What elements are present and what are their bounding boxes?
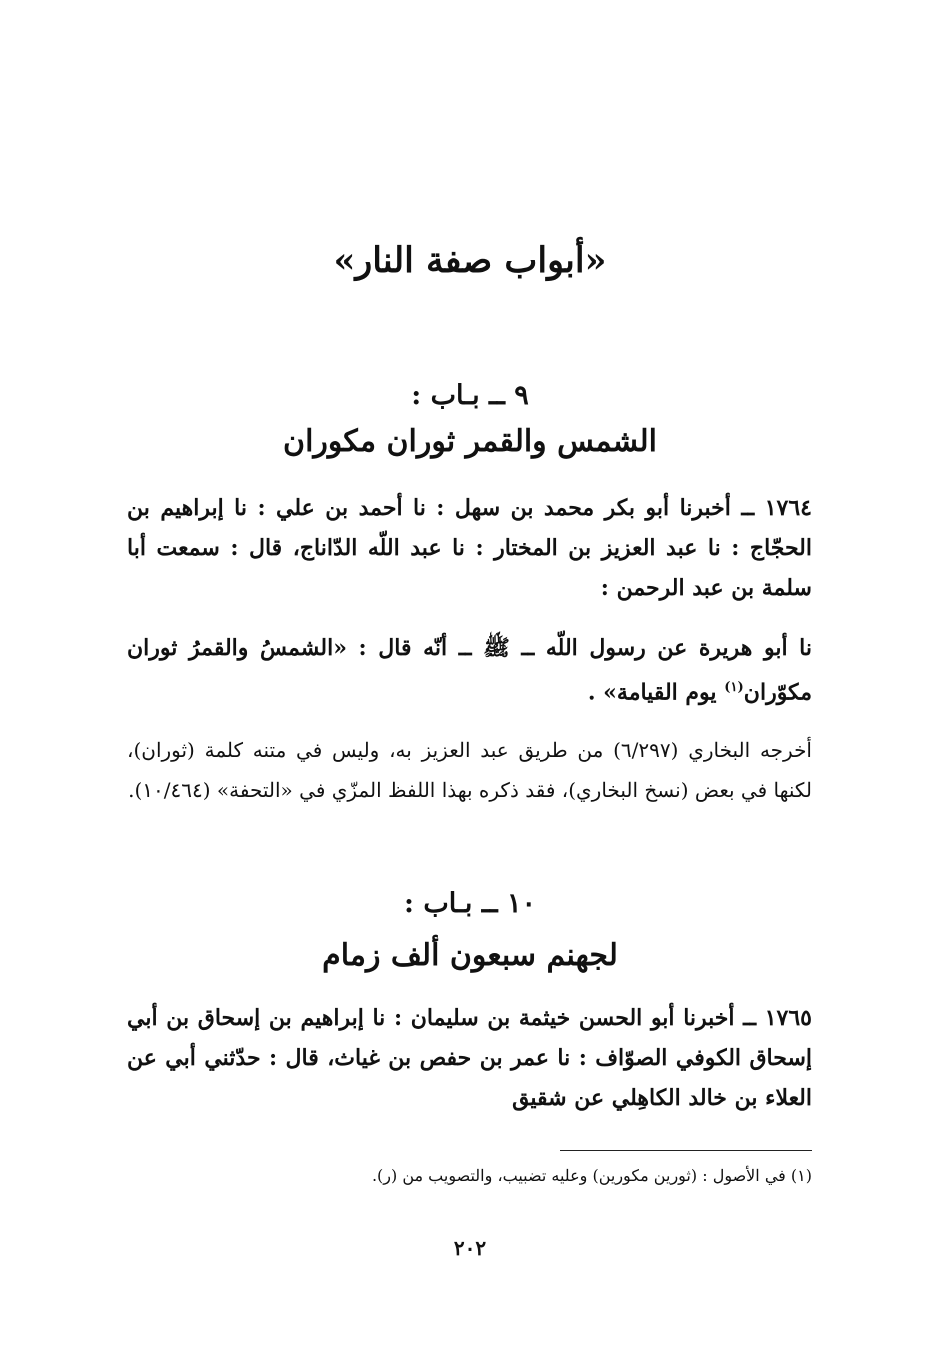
hadith-1764-commentary: أخرجه البخاري (٦/٢٩٧) من طريق عبد العزيز به، وليس في متنه كلمة (ثوران)، لكنها في بعض (نسخ البخاري)، فقد ذكره بهذا اللفظ المزّي في «التحفة» (١٠/٤٦٤). [127, 738, 812, 802]
chapter-9-number: ٩ ــ بـاب : [411, 380, 529, 411]
hadith-number: ١٧٦٤ [764, 495, 812, 521]
hadith-1765-isnad [127, 998, 812, 1118]
chapter-10-title: لجهنم سبعون ألف زمام [322, 938, 618, 973]
hadith-matn-suffix: يوم القيامة» . [587, 679, 717, 706]
footnote-marker: (١) [790, 1166, 812, 1185]
footnote-reference: (١) [724, 680, 744, 695]
footnote-divider [560, 1150, 812, 1151]
hadith-matn-prefix: نا أبو هريرة عن رسول اللّه ــ ﷺ ــ أنّه قال : «الشمسُ والقمرُ ثوران مكوّران [127, 635, 812, 706]
chapter-9-title: الشمس والقمر ثوران مكوران [283, 424, 657, 459]
hadith-isnad-text: ــ أخبرنا أبو بكر محمد بن سهل : نا أحمد بن علي : نا إبراهيم بن الحجّاج : نا عبد العزيز بن المختار : نا عبد اللّه الدّاناج، قال : سمعت أبا سلمة بن عبد الرحمن : [127, 495, 812, 601]
hadith-isnad-text: ــ أخبرنا أبو الحسن خيثمة بن سليمان : نا إبراهيم بن إسحاق بن أبي إسحاق الكوفي الصوّاف : نا عمر بن حفص بن غياث، قال : حدّثني أبي عن العلاء بن خالد الكاهِلي عن شقيق [127, 1005, 812, 1111]
hadith-1764-isnad [127, 488, 812, 608]
chapter-10-number: ١٠ ــ بـاب : [403, 888, 537, 919]
footnote-text: في الأصول : (ثورين مكورين) وعليه تضبيب، والتصويب من (ر). [371, 1166, 786, 1185]
section-title: «أبواب صفة النار» [333, 240, 607, 281]
footnote [127, 1162, 812, 1190]
hadith-number: ١٧٦٥ [764, 1005, 812, 1031]
page-number: ٢٠٢ [453, 1236, 487, 1260]
hadith-1764-matn [127, 628, 812, 712]
